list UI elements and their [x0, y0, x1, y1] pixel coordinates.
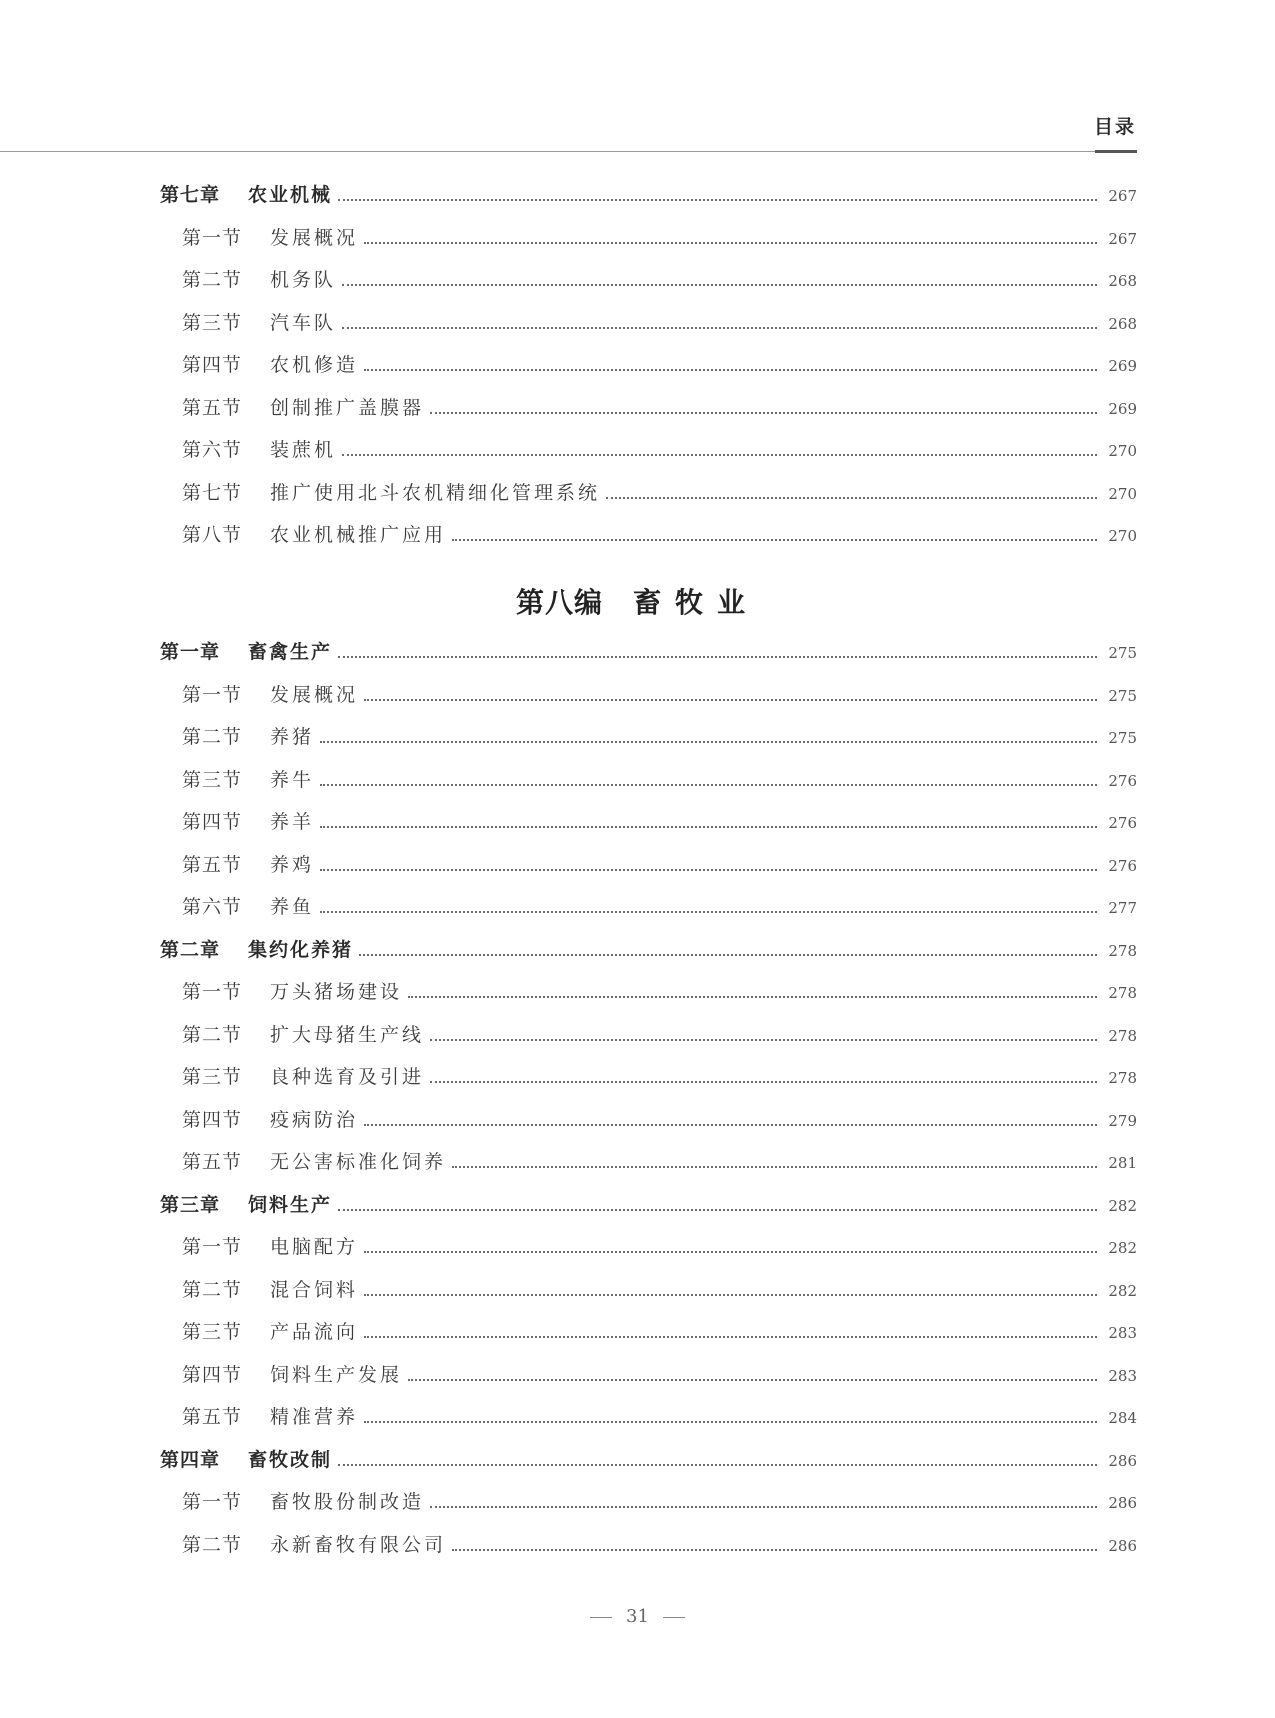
- section-number: 第四节: [182, 811, 243, 833]
- section-number: 第三节: [182, 768, 243, 791]
- section-title: 农机修造: [270, 354, 359, 376]
- dot-leader: [430, 1081, 1097, 1083]
- chapter-number: 第一章: [160, 641, 221, 663]
- section-title: 永新畜牧有限公司: [270, 1533, 447, 1556]
- section-number: 第二节: [182, 1023, 243, 1046]
- dot-leader: [430, 412, 1097, 414]
- toc-section-entry[interactable]: [160, 1275, 1137, 1318]
- page-ref: 278: [1108, 984, 1137, 1002]
- toc-section-entry[interactable]: [160, 1360, 1137, 1403]
- dot-leader: [338, 1464, 1097, 1466]
- part-title: 畜牧业: [633, 586, 760, 619]
- section-number: 第一节: [182, 1236, 243, 1258]
- toc-section-entry[interactable]: [160, 265, 1137, 308]
- page-ref: 277: [1108, 899, 1137, 917]
- section-title: 良种选育及引进: [270, 1066, 425, 1088]
- dot-leader: [364, 242, 1097, 244]
- toc-section-entry[interactable]: [160, 520, 1137, 563]
- section-title: 疫病防治: [270, 1108, 359, 1131]
- dot-leader: [430, 1506, 1097, 1508]
- toc-chapter-entry[interactable]: [160, 637, 1137, 680]
- toc-section-entry[interactable]: [160, 680, 1137, 723]
- section-title: 推广使用北斗农机精细化管理系统: [270, 481, 601, 504]
- page-ref: 278: [1108, 1069, 1137, 1087]
- section-number: 第三节: [182, 1321, 243, 1343]
- chapter-number: 第四章: [160, 1448, 221, 1471]
- page-ref: 283: [1108, 1324, 1137, 1342]
- page-ref: 267: [1108, 229, 1137, 248]
- dot-leader: [320, 784, 1097, 786]
- chapter-number: 第三章: [160, 1193, 221, 1216]
- toc-section-entry[interactable]: [160, 1020, 1137, 1063]
- page-footer: [0, 1606, 1275, 1627]
- chapter-title: 饲料生产: [248, 1193, 333, 1216]
- chapter-title: 畜牧改制: [248, 1448, 333, 1471]
- chapter-title: 集约化养猪: [248, 938, 354, 961]
- dot-leader: [452, 1166, 1097, 1168]
- dot-leader: [364, 699, 1097, 701]
- chapter-number: 第二章: [160, 938, 221, 961]
- dot-leader: [338, 656, 1097, 658]
- page-ref: 268: [1108, 272, 1137, 290]
- toc-section-entry[interactable]: [160, 350, 1137, 393]
- section-number: 第四节: [182, 1363, 243, 1386]
- section-title: 养猪: [270, 726, 315, 748]
- dot-leader: [342, 284, 1097, 286]
- dot-leader: [364, 369, 1097, 371]
- footer-dash-left: [590, 1617, 612, 1618]
- toc-section-entry[interactable]: [160, 1232, 1137, 1275]
- page-ref: 283: [1108, 1366, 1137, 1385]
- section-number: 第五节: [182, 1151, 243, 1173]
- section-number: 第三节: [182, 1066, 243, 1088]
- section-number: 第二节: [182, 269, 243, 291]
- dot-leader: [408, 996, 1097, 998]
- section-number: 第八节: [182, 524, 243, 546]
- toc-section-entry[interactable]: [160, 308, 1137, 351]
- dot-leader: [606, 497, 1097, 499]
- page-ref: 268: [1108, 314, 1137, 333]
- toc-section-entry[interactable]: [160, 977, 1137, 1020]
- page-ref: 276: [1108, 856, 1137, 875]
- section-number: 第四节: [182, 1108, 243, 1131]
- section-number: 第三节: [182, 311, 243, 334]
- section-title: 创制推广盖膜器: [270, 396, 425, 419]
- dot-leader: [364, 1294, 1097, 1296]
- page-ref: 275: [1108, 729, 1137, 747]
- toc-chapter-entry[interactable]: [160, 180, 1137, 223]
- dot-leader: [320, 869, 1097, 871]
- section-title: 电脑配方: [270, 1236, 359, 1258]
- toc-chapter-entry[interactable]: [160, 1445, 1137, 1488]
- section-title: 畜牧股份制改造: [270, 1491, 425, 1513]
- dot-leader: [364, 1336, 1097, 1338]
- dot-leader: [320, 911, 1097, 913]
- section-title: 精准营养: [270, 1406, 359, 1428]
- page-ref: 278: [1108, 941, 1137, 960]
- toc-section-entry[interactable]: [160, 1487, 1137, 1530]
- page-ref: 269: [1108, 399, 1137, 418]
- section-title: 农业机械推广应用: [270, 524, 447, 546]
- toc-section-entry[interactable]: [160, 1147, 1137, 1190]
- dot-leader: [452, 539, 1097, 541]
- page-ref: 267: [1108, 187, 1137, 205]
- page-ref: 276: [1108, 771, 1137, 790]
- section-title: 装蔗机: [270, 439, 337, 461]
- section-title: 养羊: [270, 811, 315, 833]
- footer-dash-right: [663, 1617, 685, 1618]
- dot-leader: [364, 1251, 1097, 1253]
- header-rule: [0, 151, 1137, 152]
- dot-leader: [338, 1209, 1097, 1211]
- chapter-title: 畜禽生产: [248, 641, 333, 663]
- toc-section-entry[interactable]: [160, 807, 1137, 850]
- dot-leader: [342, 454, 1097, 456]
- page-ref: 270: [1108, 484, 1137, 503]
- section-title: 养鱼: [270, 896, 315, 918]
- dot-leader: [430, 1039, 1097, 1041]
- toc-section-entry[interactable]: [160, 1317, 1137, 1360]
- section-number: 第五节: [182, 396, 243, 419]
- section-title: 万头猪场建设: [270, 981, 403, 1003]
- section-title: 产品流向: [270, 1321, 359, 1343]
- section-number: 第二节: [182, 726, 243, 748]
- section-title: 发展概况: [270, 226, 359, 249]
- page-ref: 275: [1108, 644, 1137, 662]
- dot-leader: [342, 327, 1097, 329]
- page-ref: 281: [1108, 1154, 1137, 1172]
- toc-chapter-entry[interactable]: [160, 935, 1137, 978]
- dot-leader: [320, 741, 1097, 743]
- header-rule-accent: [1095, 150, 1137, 153]
- section-title: 发展概况: [270, 683, 359, 706]
- running-header-title: 目录: [1093, 116, 1136, 138]
- section-title: 养鸡: [270, 853, 315, 876]
- section-number: 第七节: [182, 481, 243, 504]
- dot-leader: [452, 1549, 1097, 1551]
- toc-section-entry[interactable]: [160, 393, 1137, 436]
- section-number: 第一节: [182, 683, 243, 706]
- page-ref: 286: [1108, 1494, 1137, 1512]
- page-ref: 284: [1108, 1409, 1137, 1427]
- page-ref: 282: [1108, 1281, 1137, 1300]
- page-ref: 286: [1108, 1451, 1137, 1470]
- section-title: 饲料生产发展: [270, 1363, 403, 1386]
- page-ref: 278: [1108, 1026, 1137, 1045]
- toc-section-entry[interactable]: [160, 1402, 1137, 1445]
- page-ref: 282: [1108, 1196, 1137, 1215]
- page-ref: 276: [1108, 814, 1137, 832]
- section-number: 第二节: [182, 1533, 243, 1556]
- dot-leader: [364, 1124, 1097, 1126]
- page-number: 31: [626, 1606, 649, 1627]
- toc-section-entry[interactable]: [160, 435, 1137, 478]
- toc-section-entry[interactable]: [160, 765, 1137, 808]
- section-title: 养牛: [270, 768, 315, 791]
- section-number: 第六节: [182, 439, 243, 461]
- section-number: 第一节: [182, 226, 243, 249]
- toc-section-entry[interactable]: [160, 892, 1137, 935]
- section-title: 机务队: [270, 269, 337, 291]
- part-number: 第八编: [515, 586, 603, 619]
- dot-leader: [364, 1421, 1097, 1423]
- page-ref: 269: [1108, 357, 1137, 375]
- part-heading: [0, 581, 1275, 621]
- chapter-number: 第七章: [160, 184, 221, 206]
- dot-leader: [359, 954, 1097, 956]
- section-number: 第五节: [182, 1406, 243, 1428]
- section-title: 无公害标准化饲养: [270, 1151, 447, 1173]
- toc-section-entry[interactable]: [160, 478, 1137, 521]
- toc-section-entry[interactable]: [160, 850, 1137, 893]
- section-number: 第五节: [182, 853, 243, 876]
- page-ref: 270: [1108, 442, 1137, 460]
- page-ref: 270: [1108, 527, 1137, 545]
- section-number: 第二节: [182, 1278, 243, 1301]
- toc-section-entry[interactable]: [160, 1062, 1137, 1105]
- section-title: 混合饲料: [270, 1278, 359, 1301]
- toc-list-part-eight: [160, 637, 1137, 1572]
- section-number: 第一节: [182, 981, 243, 1003]
- section-number: 第一节: [182, 1491, 243, 1513]
- toc-list-part-seven: [160, 180, 1137, 563]
- page-ref: 286: [1108, 1536, 1137, 1555]
- section-title: 汽车队: [270, 311, 337, 334]
- toc-section-entry[interactable]: [160, 722, 1137, 765]
- toc-section-entry[interactable]: [160, 1105, 1137, 1148]
- dot-leader: [320, 826, 1097, 828]
- toc-section-entry[interactable]: [160, 223, 1137, 266]
- page-ref: 279: [1108, 1111, 1137, 1130]
- section-number: 第四节: [182, 354, 243, 376]
- dot-leader: [408, 1379, 1097, 1381]
- dot-leader: [338, 199, 1097, 201]
- section-title: 扩大母猪生产线: [270, 1023, 425, 1046]
- toc-chapter-entry[interactable]: [160, 1190, 1137, 1233]
- page-ref: 282: [1108, 1239, 1137, 1257]
- page-ref: 275: [1108, 686, 1137, 705]
- chapter-title: 农业机械: [248, 184, 333, 206]
- section-number: 第六节: [182, 896, 243, 918]
- toc-section-entry[interactable]: [160, 1530, 1137, 1573]
